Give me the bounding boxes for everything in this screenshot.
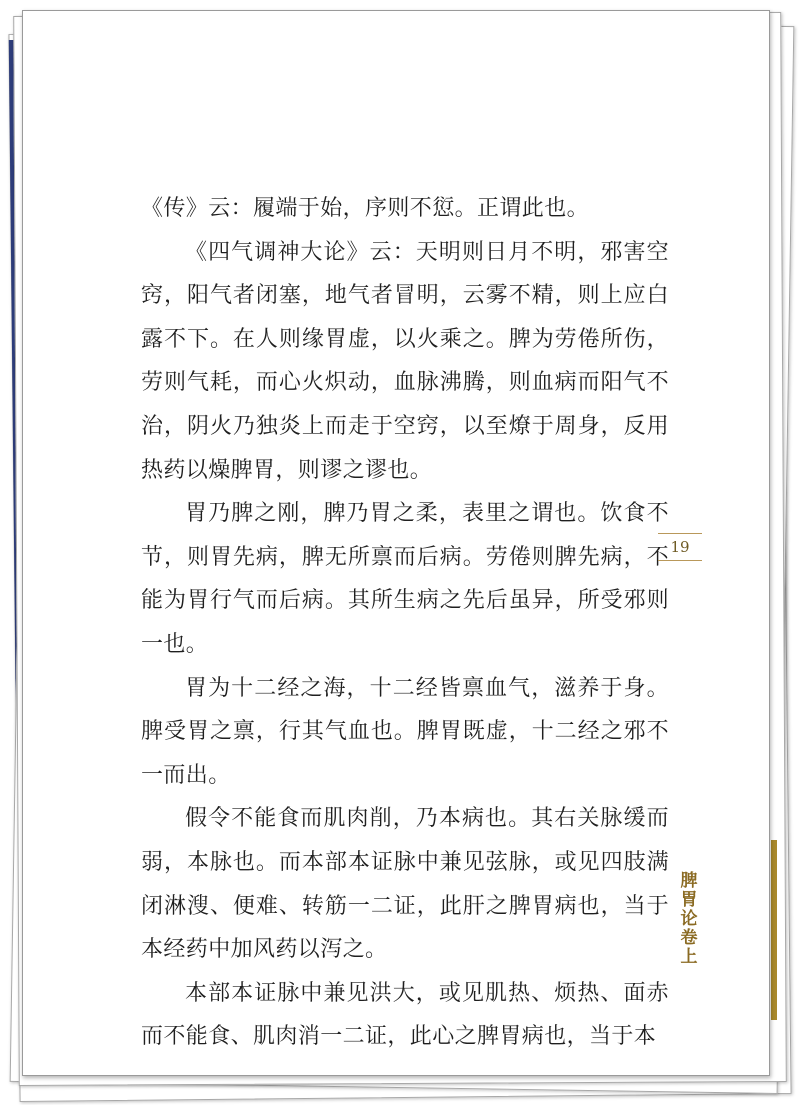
paragraph: 《四气调神大论》云：天明则日月不明，邪害空窍，阳气者闭塞，地气者冒明，云雾不精，则上应白露不下。在人则缘胃虚，以火乘之。脾为劳倦所伤，劳则气耗，而心火炽动，血脉沸腾，则血病而阳气不治，阴火乃独炎上而走于空窍，以至燎于周身，反用热药以燥脾胃，则谬之谬也。 <box>141 239 669 483</box>
paragraph: 《传》云：履端于始，序则不愆。正谓此也。 <box>141 196 590 221</box>
paragraph: 胃为十二经之海，十二经皆禀血气，滋养于身。脾受胃之禀，行其气血也。脾胃既虚，十二经之邪不一而出。 <box>141 675 669 788</box>
paragraph: 本部本证脉中兼见洪大，或见肌热、烦热、面赤而不能食、肌肉消一二证，此心之脾胃病也，当于本 <box>141 980 669 1050</box>
paragraph: 假令不能食而肌肉削，乃本病也。其右关脉缓而弱，本脉也。而本部本证脉中兼见弦脉，或见四肢满闭淋溲、便难、转筋一二证，此肝之脾胃病也，当于本经药中加风药以泻之。 <box>141 806 669 963</box>
book-edge-gold <box>771 840 777 1020</box>
body-text <box>141 187 669 1059</box>
page-number: 19 <box>658 533 702 561</box>
paragraph: 胃乃脾之刚，脾乃胃之柔，表里之谓也。饮食不节，则胃先病，脾无所禀而后病。劳倦则脾先病，不能为胃行气而后病。其所生病之先后虽异，所受邪则一也。 <box>141 501 669 657</box>
running-head: 脾胃论卷上 <box>680 871 698 967</box>
